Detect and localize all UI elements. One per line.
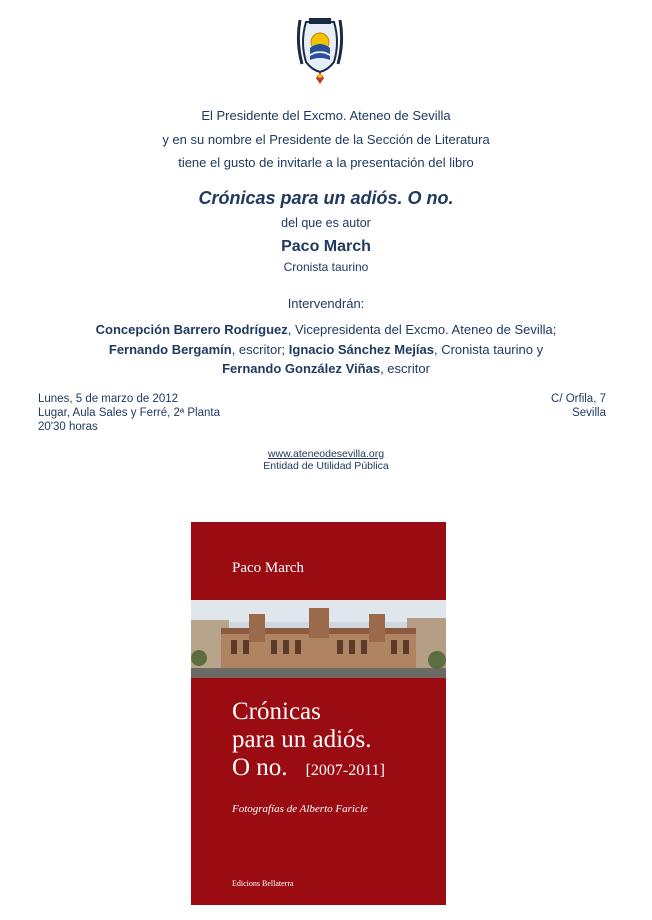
event-place: Lugar, Aula Sales y Ferré, 2ª Planta [38, 407, 220, 419]
utility-status: Entidad de Utilidad Pública [263, 460, 389, 472]
author-name: Paco March [281, 238, 371, 255]
address-street: C/ Orfila, 7 [551, 393, 606, 405]
speaker-role: , escritor; [231, 341, 289, 357]
speakers-line [0, 320, 652, 340]
event-time: 20'30 horas [38, 421, 98, 433]
cover-title-line: Crónicas [232, 698, 321, 725]
ateneo-crest-icon [296, 12, 344, 84]
speakers-line [0, 340, 652, 360]
cover-title [232, 698, 442, 785]
author-lead: del que es autor [281, 216, 371, 230]
speaker-name: Concepción Barrero Rodríguez [95, 322, 288, 337]
cover-photo-credit: Fotografías de Alberto Faricle [232, 803, 368, 815]
event-address [551, 392, 606, 420]
event-details [38, 392, 220, 434]
speaker-role: , escritor [380, 361, 430, 376]
book-cover [191, 522, 446, 905]
cover-title-line: para un adiós. [232, 726, 372, 753]
book-title: Crónicas para un adiós. O no. [198, 188, 454, 208]
cover-author: Paco March [232, 560, 305, 576]
cover-years: [2007-2011] [305, 762, 385, 779]
address-city: Sevilla [572, 407, 606, 419]
invitation-intro [0, 104, 652, 175]
cover-publisher: Edicions Bellaterra [232, 879, 294, 888]
speakers-line [0, 359, 652, 379]
author-role: Cronista taurino [283, 260, 369, 274]
intro-line: El Presidente del Excmo. Ateneo de Sevilla [201, 108, 451, 123]
speaker-role: , Cronista taurino y [433, 341, 544, 357]
cover-title-line [232, 754, 442, 785]
intro-line: y en su nombre el Presidente de la Sección de Literatura [162, 131, 490, 147]
speaker-name: Fernando González Viñas [222, 361, 381, 376]
speakers-list [0, 320, 652, 379]
footer-info [0, 448, 652, 472]
speakers-title: Intervendrán: [287, 296, 365, 311]
speaker-name: Fernando Bergamín [108, 341, 232, 357]
cover-title-line-text: O no. [232, 754, 288, 781]
speaker-role: , Vicepresidenta del Excmo. Ateneo de Sevilla; [287, 322, 557, 337]
intro-line: tiene el gusto de invitarle a la presentación del libro [178, 155, 474, 170]
event-date: Lunes, 5 de marzo de 2012 [38, 393, 179, 405]
bullring-photo [191, 600, 446, 678]
speaker-name: Ignacio Sánchez Mejías [288, 341, 434, 357]
website-link[interactable]: www.ateneodesevilla.org [267, 448, 385, 460]
